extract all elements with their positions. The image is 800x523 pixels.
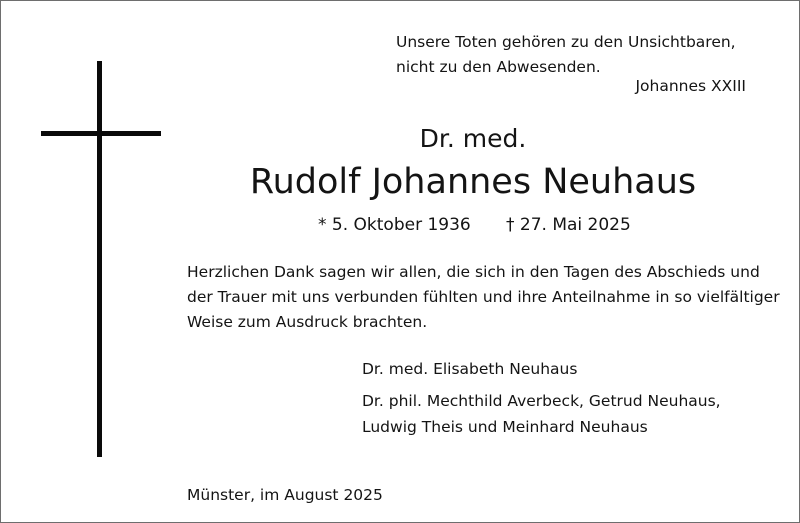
thanks-text <box>187 260 780 335</box>
quote-line: nicht zu den Abwesenden. <box>396 58 601 76</box>
signatory: Ludwig Theis und Meinhard Neuhaus <box>362 418 648 436</box>
thanks-line: Herzlichen Dank sagen wir allen, die sich in den Tagen des Abschieds und <box>187 263 760 281</box>
quote <box>396 30 736 80</box>
academic-title: Dr. med. <box>419 124 527 153</box>
cross-icon <box>97 61 102 457</box>
thanks-line: der Trauer mit uns verbunden fühlten und ihre Anteilnahme in so vielfältiger <box>187 288 780 306</box>
thanks-line: Weise zum Ausdruck brachten. <box>187 313 428 331</box>
quote-author: Johannes XXIII <box>635 77 746 95</box>
birth-date: * 5. Oktober 1936 <box>318 215 471 235</box>
death-date: † 27. Mai 2025 <box>506 215 631 235</box>
signatory: Dr. phil. Mechthild Averbeck, Getrud Neuhaus, <box>362 392 721 410</box>
deceased-name: Rudolf Johannes Neuhaus <box>249 162 697 202</box>
place-date: Münster, im August 2025 <box>187 486 383 504</box>
signatories <box>362 356 721 440</box>
signatory: Dr. med. Elisabeth Neuhaus <box>362 360 578 378</box>
quote-line: Unsere Toten gehören zu den Unsichtbaren, <box>396 33 736 51</box>
